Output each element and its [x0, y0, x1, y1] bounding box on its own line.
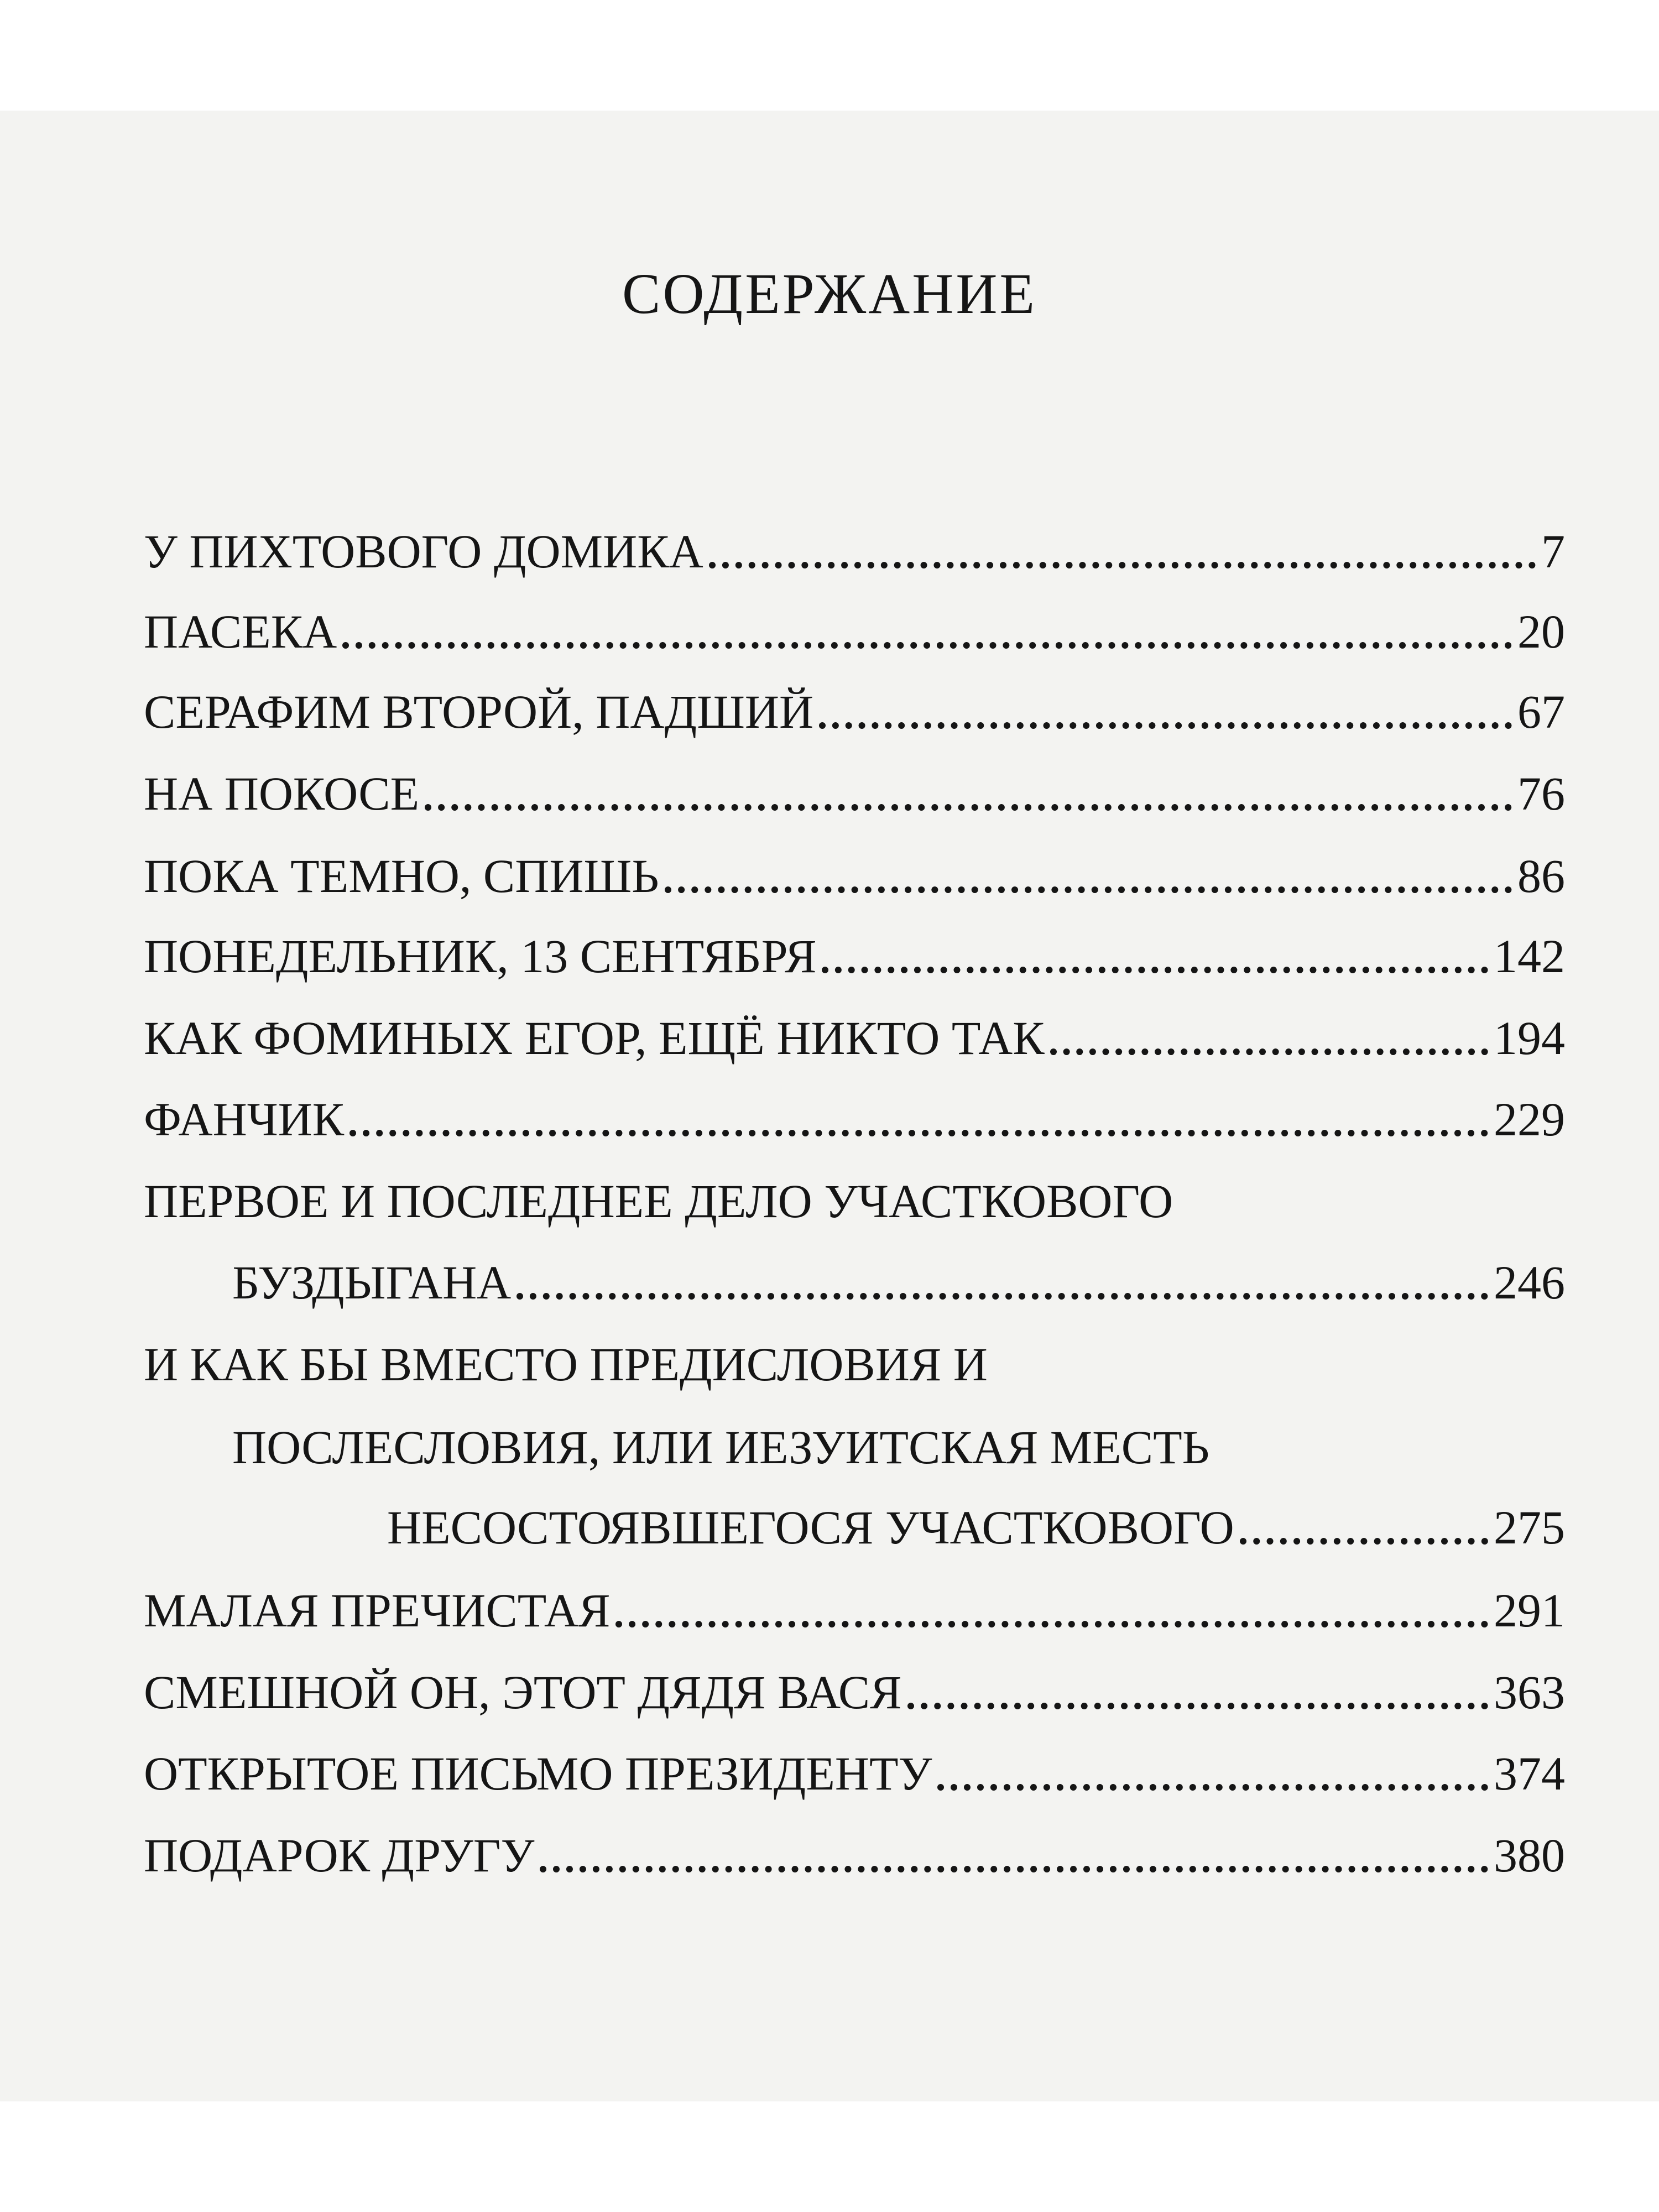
- toc-entry-title: И КАК БЫ ВМЕСТО ПРЕДИСЛОВИЯ И: [144, 1338, 988, 1391]
- dot-leader: [517, 1293, 1488, 1300]
- toc-entry: [144, 520, 1565, 578]
- dot-leader: [907, 1703, 1489, 1709]
- toc-page-number: 246: [1494, 1256, 1565, 1309]
- toc-page-number: 86: [1517, 849, 1565, 902]
- dot-leader: [819, 722, 1512, 729]
- toc-page-number: 142: [1494, 930, 1565, 983]
- toc-entry-line: [144, 1170, 1565, 1228]
- toc-entry-line: [144, 1333, 1565, 1391]
- toc-entry: [144, 1661, 1565, 1719]
- toc-entry-title-continued: ПОСЛЕСЛОВИЯ, ИЛИ ИЕЗУИТСКАЯ МЕСТЬ: [232, 1421, 1209, 1474]
- toc-entry-title: КАК ФОМИНЫХ ЕГОР, ЕЩЁ НИКТО ТАК: [144, 1011, 1045, 1065]
- dot-leader: [1240, 1538, 1488, 1545]
- toc-page-number: 291: [1494, 1584, 1565, 1637]
- dot-leader: [342, 642, 1512, 649]
- toc-entry-title-continued: БУЗДЫГАНА: [232, 1256, 512, 1309]
- toc-entry: [144, 680, 1565, 738]
- dot-leader: [425, 804, 1512, 811]
- toc-entry-title: ФАНЧИК: [144, 1093, 345, 1146]
- toc-page-number: 194: [1494, 1011, 1565, 1065]
- dot-leader: [1050, 1048, 1488, 1055]
- page-title: СОДЕРЖАНИЕ: [622, 262, 1037, 326]
- toc-entry-title: ОТКРЫТОЕ ПИСЬМО ПРЕЗИДЕНТУ: [144, 1747, 932, 1800]
- toc-page-number: 20: [1517, 605, 1565, 658]
- toc-entry-title: ПОДАРОК ДРУГУ: [144, 1829, 535, 1882]
- dot-leader: [709, 562, 1536, 568]
- dot-leader: [615, 1621, 1488, 1627]
- dot-leader: [937, 1784, 1488, 1791]
- toc-entry-title: НА ПОКОСЕ: [144, 767, 420, 820]
- toc-page-number: 76: [1517, 767, 1565, 820]
- table-of-contents: [144, 0, 1565, 2212]
- toc-entry: [144, 1088, 1565, 1146]
- toc-entry: [144, 925, 1565, 983]
- toc-page-number: 380: [1494, 1829, 1565, 1882]
- toc-entry: [144, 762, 1565, 820]
- toc-entry: [144, 1742, 1565, 1800]
- toc-entry: [144, 1006, 1565, 1065]
- toc-page-number: 229: [1494, 1093, 1565, 1146]
- toc-entry-title: У ПИХТОВОГО ДОМИКА: [144, 525, 703, 578]
- toc-entry: [144, 1579, 1565, 1637]
- toc-entry: [144, 600, 1565, 658]
- toc-page-number: 67: [1517, 685, 1565, 738]
- dot-leader: [665, 886, 1512, 893]
- toc-entry: [144, 844, 1565, 900]
- toc-entry-title-continued: НЕСОСТОЯВШЕГОСЯ УЧАСТКОВОГО: [387, 1501, 1234, 1554]
- toc-entry-title: СМЕШНОЙ ОН, ЭТОТ ДЯДЯ ВАСЯ: [144, 1666, 902, 1719]
- toc-entry-title: ПОНЕДЕЛЬНИК, 13 СЕНТЯБРЯ: [144, 930, 817, 983]
- toc-entry-line: [232, 1416, 1565, 1474]
- toc-entry: [232, 1251, 1565, 1309]
- toc-entry-title: СЕРАФИМ ВТОРОЙ, ПАДШИЙ: [144, 685, 814, 738]
- toc-page-number: 363: [1494, 1666, 1565, 1719]
- dot-leader: [540, 1866, 1488, 1872]
- toc-page-number: 374: [1494, 1747, 1565, 1800]
- toc-entry-title: ПАСЕКА: [144, 605, 337, 658]
- dot-leader: [349, 1130, 1488, 1136]
- toc-entry-title: ПЕРВОЕ И ПОСЛЕДНЕЕ ДЕЛО УЧАСТКОВОГО: [144, 1175, 1173, 1228]
- toc-page-number: 275: [1494, 1501, 1565, 1554]
- toc-entry: [144, 1824, 1565, 1882]
- toc-entry-title: ПОКА ТЕМНО, СПИШЬ: [144, 849, 659, 902]
- toc-page-number: 7: [1541, 525, 1565, 578]
- dot-leader: [822, 967, 1488, 973]
- toc-entry: [387, 1496, 1565, 1554]
- toc-entry-title: МАЛАЯ ПРЕЧИСТАЯ: [144, 1584, 611, 1637]
